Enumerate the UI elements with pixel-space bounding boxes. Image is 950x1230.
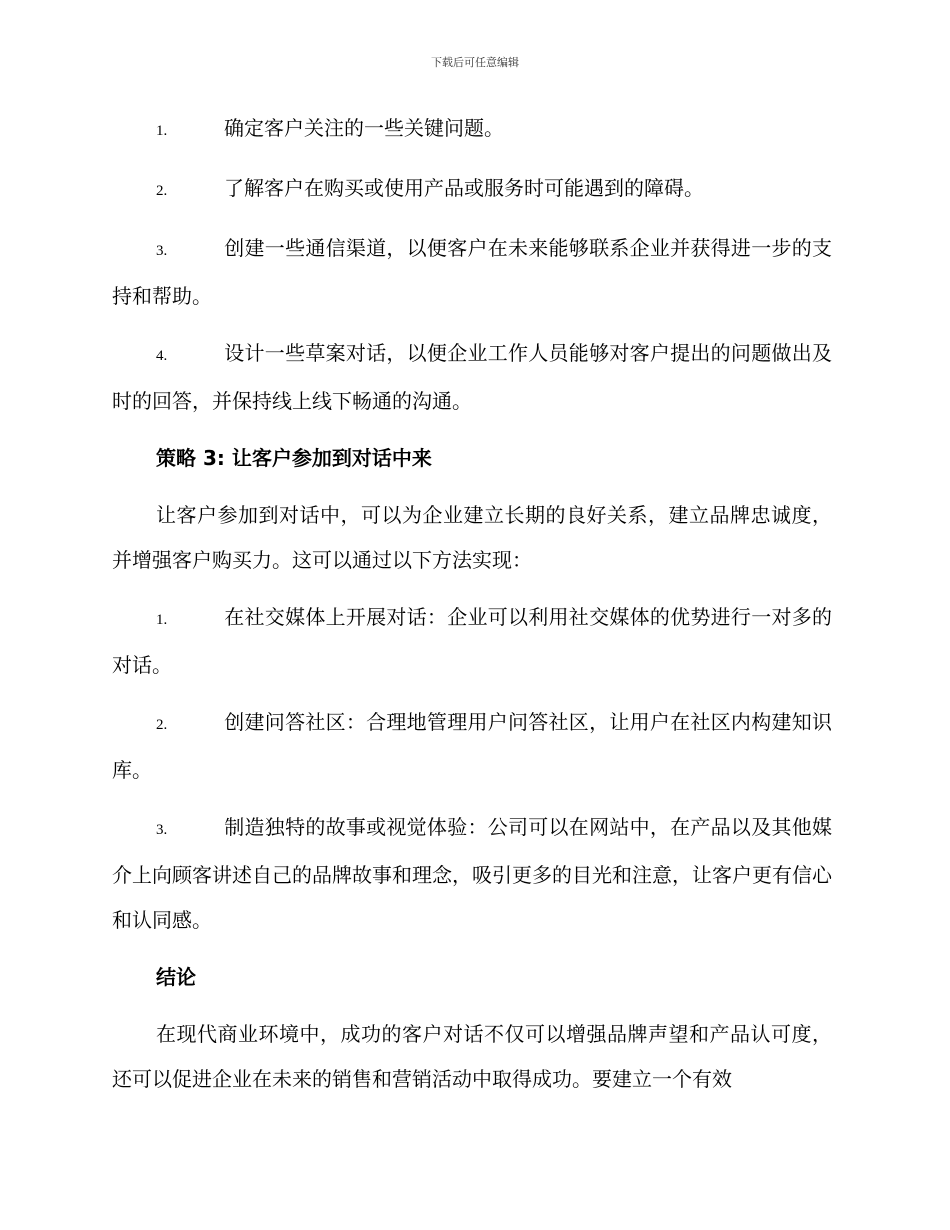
paragraph-conclusion: 在现代商业环境中，成功的客户对话不仅可以增强品牌声望和产品认可度，还可以促进企业在未来的销售和营销活动中取得成功。要建立一个有效: [112, 1022, 832, 1091]
list-number: 3.: [156, 243, 168, 259]
list-item: [112, 805, 832, 943]
list-item: [112, 331, 832, 424]
list-item: [112, 226, 832, 319]
list-number: 1.: [156, 123, 168, 139]
list-number: 2.: [156, 183, 168, 199]
list-text: 确定客户关注的一些关键问题。: [224, 116, 504, 140]
section-heading-strategy-3: 策略 3: 让客户参加到对话中来: [156, 446, 432, 470]
list-number: 4.: [156, 348, 168, 364]
list-text: 设计一些草案对话，以便企业工作人员能够对客户提出的问题做出及时的回答，并保持线上线下畅通的沟通。: [112, 341, 832, 413]
list-item: [112, 700, 832, 793]
list-text: 制造独特的故事或视觉体验：公司可以在网站中，在产品以及其他媒介上向顾客讲述自己的品牌故事和理念，吸引更多的目光和注意，让客户更有信心和认同感。: [112, 815, 832, 932]
list-number: 1.: [156, 612, 168, 628]
paragraph-strategy-3-intro: 让客户参加到对话中，可以为企业建立长期的良好关系，建立品牌忠诚度，并增强客户购买力。这可以通过以下方法实现：: [112, 503, 832, 572]
document-body: [112, 106, 832, 1114]
list-number: 2.: [156, 717, 168, 733]
section-heading-conclusion: 结论: [156, 965, 196, 989]
list-text: 在社交媒体上开展对话：企业可以利用社交媒体的优势进行一对多的对话。: [112, 605, 832, 677]
list-text: 了解客户在购买或使用产品或服务时可能遇到的障碍。: [224, 176, 704, 200]
list-text: 创建一些通信渠道，以便客户在未来能够联系企业并获得进一步的支持和帮助。: [112, 236, 832, 308]
list-text: 创建问答社区：合理地管理用户问答社区，让用户在社区内构建知识库。: [112, 710, 832, 782]
page-header: 下载后可任意编辑: [431, 56, 519, 69]
list-item: [112, 595, 832, 688]
list-item: [112, 166, 832, 214]
list-number: 3.: [156, 822, 168, 838]
list-item: [112, 106, 832, 154]
